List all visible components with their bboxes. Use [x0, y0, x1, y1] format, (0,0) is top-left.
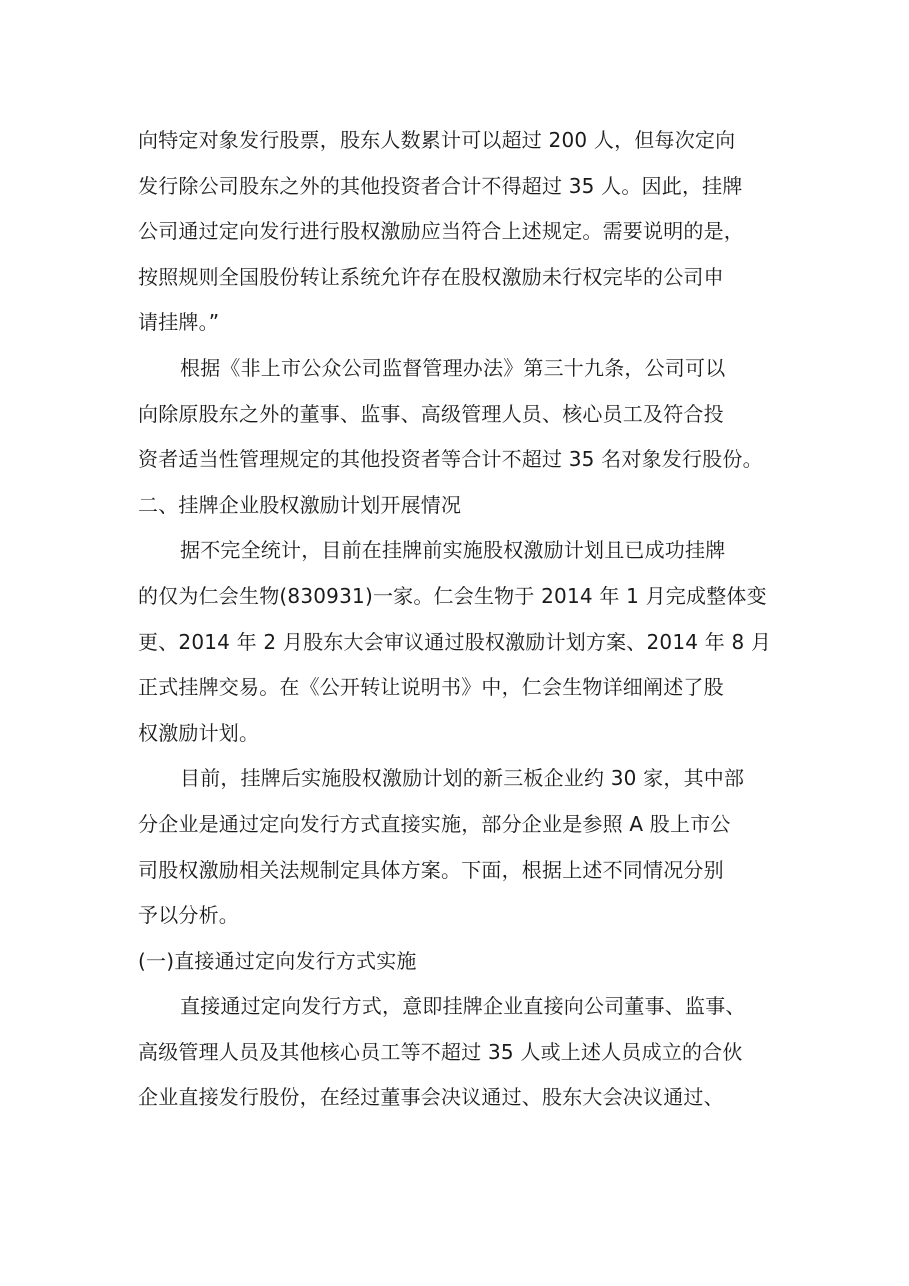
document-body — [138, 118, 778, 1121]
paragraph-line: 予以分析。 — [138, 903, 239, 928]
paragraph-line: 的仅为仁会生物(830931)一家。仁会生物于 2014 年 1 月完成整体变 — [138, 583, 767, 608]
paragraph-line: 目前，挂牌后实施股权激励计划的新三板企业约 30 家，其中部 — [180, 766, 745, 791]
paragraph-line: 发行除公司股东之外的其他投资者合计不得超过 35 人。因此，挂牌 — [138, 173, 743, 198]
paragraph-line: 更、2014 年 2 月股东大会审议通过股权激励计划方案、2014 年 8 月 — [138, 629, 772, 654]
paragraph-line: 公司通过定向发行进行股权激励应当符合上述规定。需要说明的是， — [138, 219, 744, 244]
paragraph-line: 企业直接发行股份，在经过董事会决议通过、股东大会决议通过、 — [138, 1085, 724, 1110]
paragraph-line: 据不完全统计，目前在挂牌前实施股权激励计划且已成功挂牌 — [180, 538, 726, 563]
paragraph-line: 向特定对象发行股票，股东人数累计可以超过 200 人，但每次定向 — [138, 128, 736, 152]
subsection-heading: (一)直接通过定向发行方式实施 — [138, 948, 417, 973]
paragraph-line: 权激励计划。 — [138, 720, 260, 745]
paragraph-line: 司股权激励相关法规制定具体方案。下面，根据上述不同情况分别 — [138, 857, 724, 882]
paragraph-line: 直接通过定向发行方式，意即挂牌企业直接向公司董事、监事、 — [180, 994, 746, 1019]
paragraph-line: 向除原股东之外的董事、监事、高级管理人员、核心员工及符合投 — [138, 401, 724, 426]
paragraph-line: 按照规则全国股份转让系统允许存在股权激励未行权完毕的公司申 — [138, 264, 724, 289]
paragraph-line: 正式挂牌交易。在《公开转让说明书》中，仁会生物详细阐述了股 — [138, 675, 724, 700]
section-heading: 二、挂牌企业股权激励计划开展情况 — [138, 492, 462, 517]
paragraph-line: 资者适当性管理规定的其他投资者等合计不超过 35 名对象发行股份。 — [138, 447, 763, 472]
paragraph-line: 分企业是通过定向发行方式直接实施，部分企业是参照 A 股上市公 — [138, 811, 731, 836]
paragraph-line: 根据《非上市公众公司监督管理办法》第三十九条，公司可以 — [180, 355, 726, 380]
paragraph-line: 请挂牌。” — [138, 310, 220, 335]
paragraph-line: 高级管理人员及其他核心员工等不超过 35 人或上述人员成立的合伙 — [138, 1039, 743, 1064]
